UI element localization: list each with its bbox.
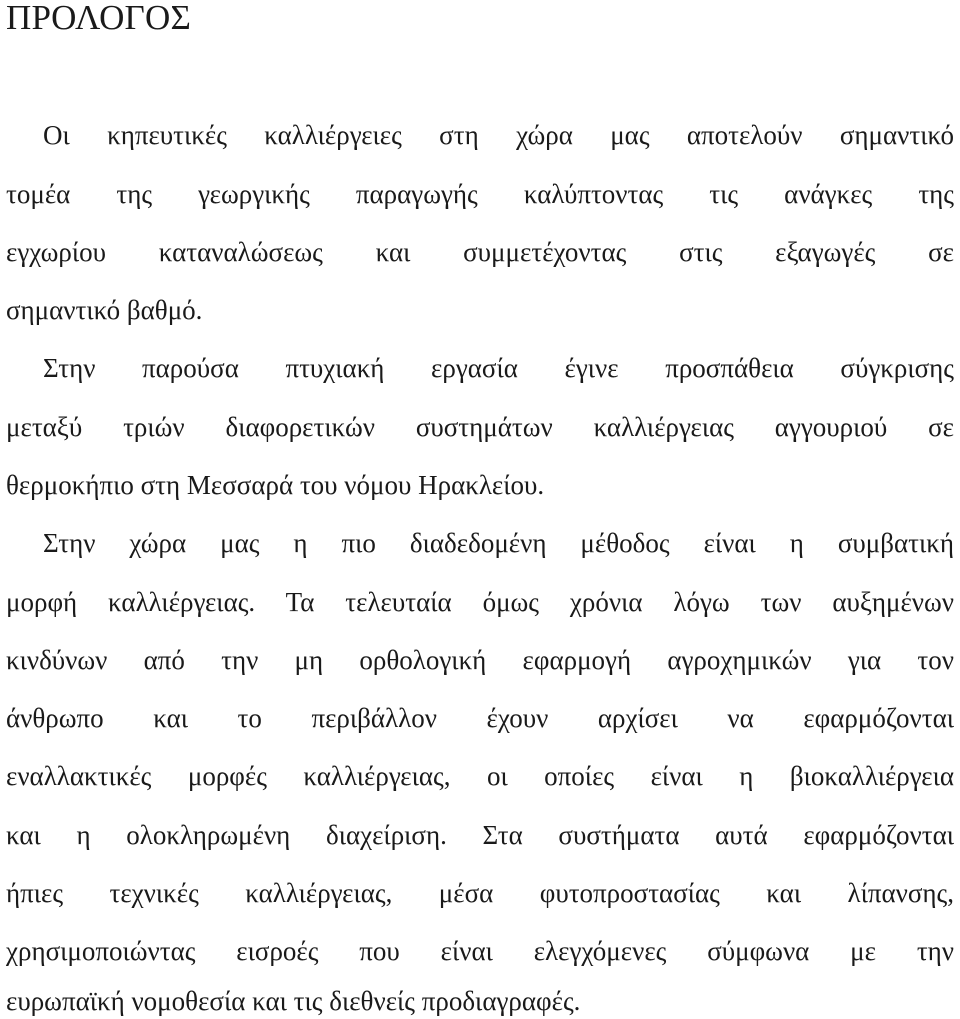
text-line-9: μορφή καλλιέργειας. Τα τελευταία όμως χρόνια λόγω των αυξημένων <box>6 587 954 617</box>
text-line-2: τομέα της γεωργικής παραγωγής καλύπτοντας τις ανάγκες της <box>6 179 954 209</box>
text-line-11: άνθρωπο και το περιβάλλον έχουν αρχίσει να εφαρμόζονται <box>6 703 954 733</box>
text-line-6: μεταξύ τριών διαφορετικών συστημάτων καλλιέργειας αγγουριού σε <box>6 412 954 442</box>
text-line-10: κινδύνων από την μη ορθολογική εφαρμογή αγροχημικών για τον <box>6 645 954 675</box>
text-line-1: Οι κηπευτικές καλλιέργειες στη χώρα μας αποτελούν σημαντικό <box>43 120 954 150</box>
text-line-4: σημαντικό βαθμό. <box>6 295 203 325</box>
text-line-8: Στην χώρα μας η πιο διαδεδομένη μέθοδος είναι η συμβατική <box>43 528 954 558</box>
text-line-7: θερμοκήπιο στη Μεσσαρά του νόμου Ηρακλείου. <box>6 470 545 500</box>
text-line-5: Στην παρούσα πτυχιακή εργασία έγινε προσπάθεια σύγκρισης <box>43 353 954 383</box>
text-line-12: εναλλακτικές μορφές καλλιέργειας, οι οποίες είναι η βιοκαλλιέργεια <box>6 761 954 791</box>
text-line-3: εγχωρίου καταναλώσεως και συμμετέχοντας στις εξαγωγές σε <box>6 237 954 267</box>
text-line-13: και η ολοκληρωμένη διαχείριση. Στα συστήματα αυτά εφαρμόζονται <box>6 820 954 850</box>
page-title: ΠΡΟΛΟΓΟΣ <box>6 0 192 37</box>
text-line-14: ήπιες τεχνικές καλλιέργειας, μέσα φυτοπροστασίας και λίπανσης, <box>6 878 954 908</box>
text-line-15: χρησιμοποιώντας εισροές που είναι ελεγχόμενες σύμφωνα με την <box>6 936 954 966</box>
text-line-16: ευρωπαϊκή νομοθεσία και τις διεθνείς προδιαγραφές. <box>6 986 581 1016</box>
